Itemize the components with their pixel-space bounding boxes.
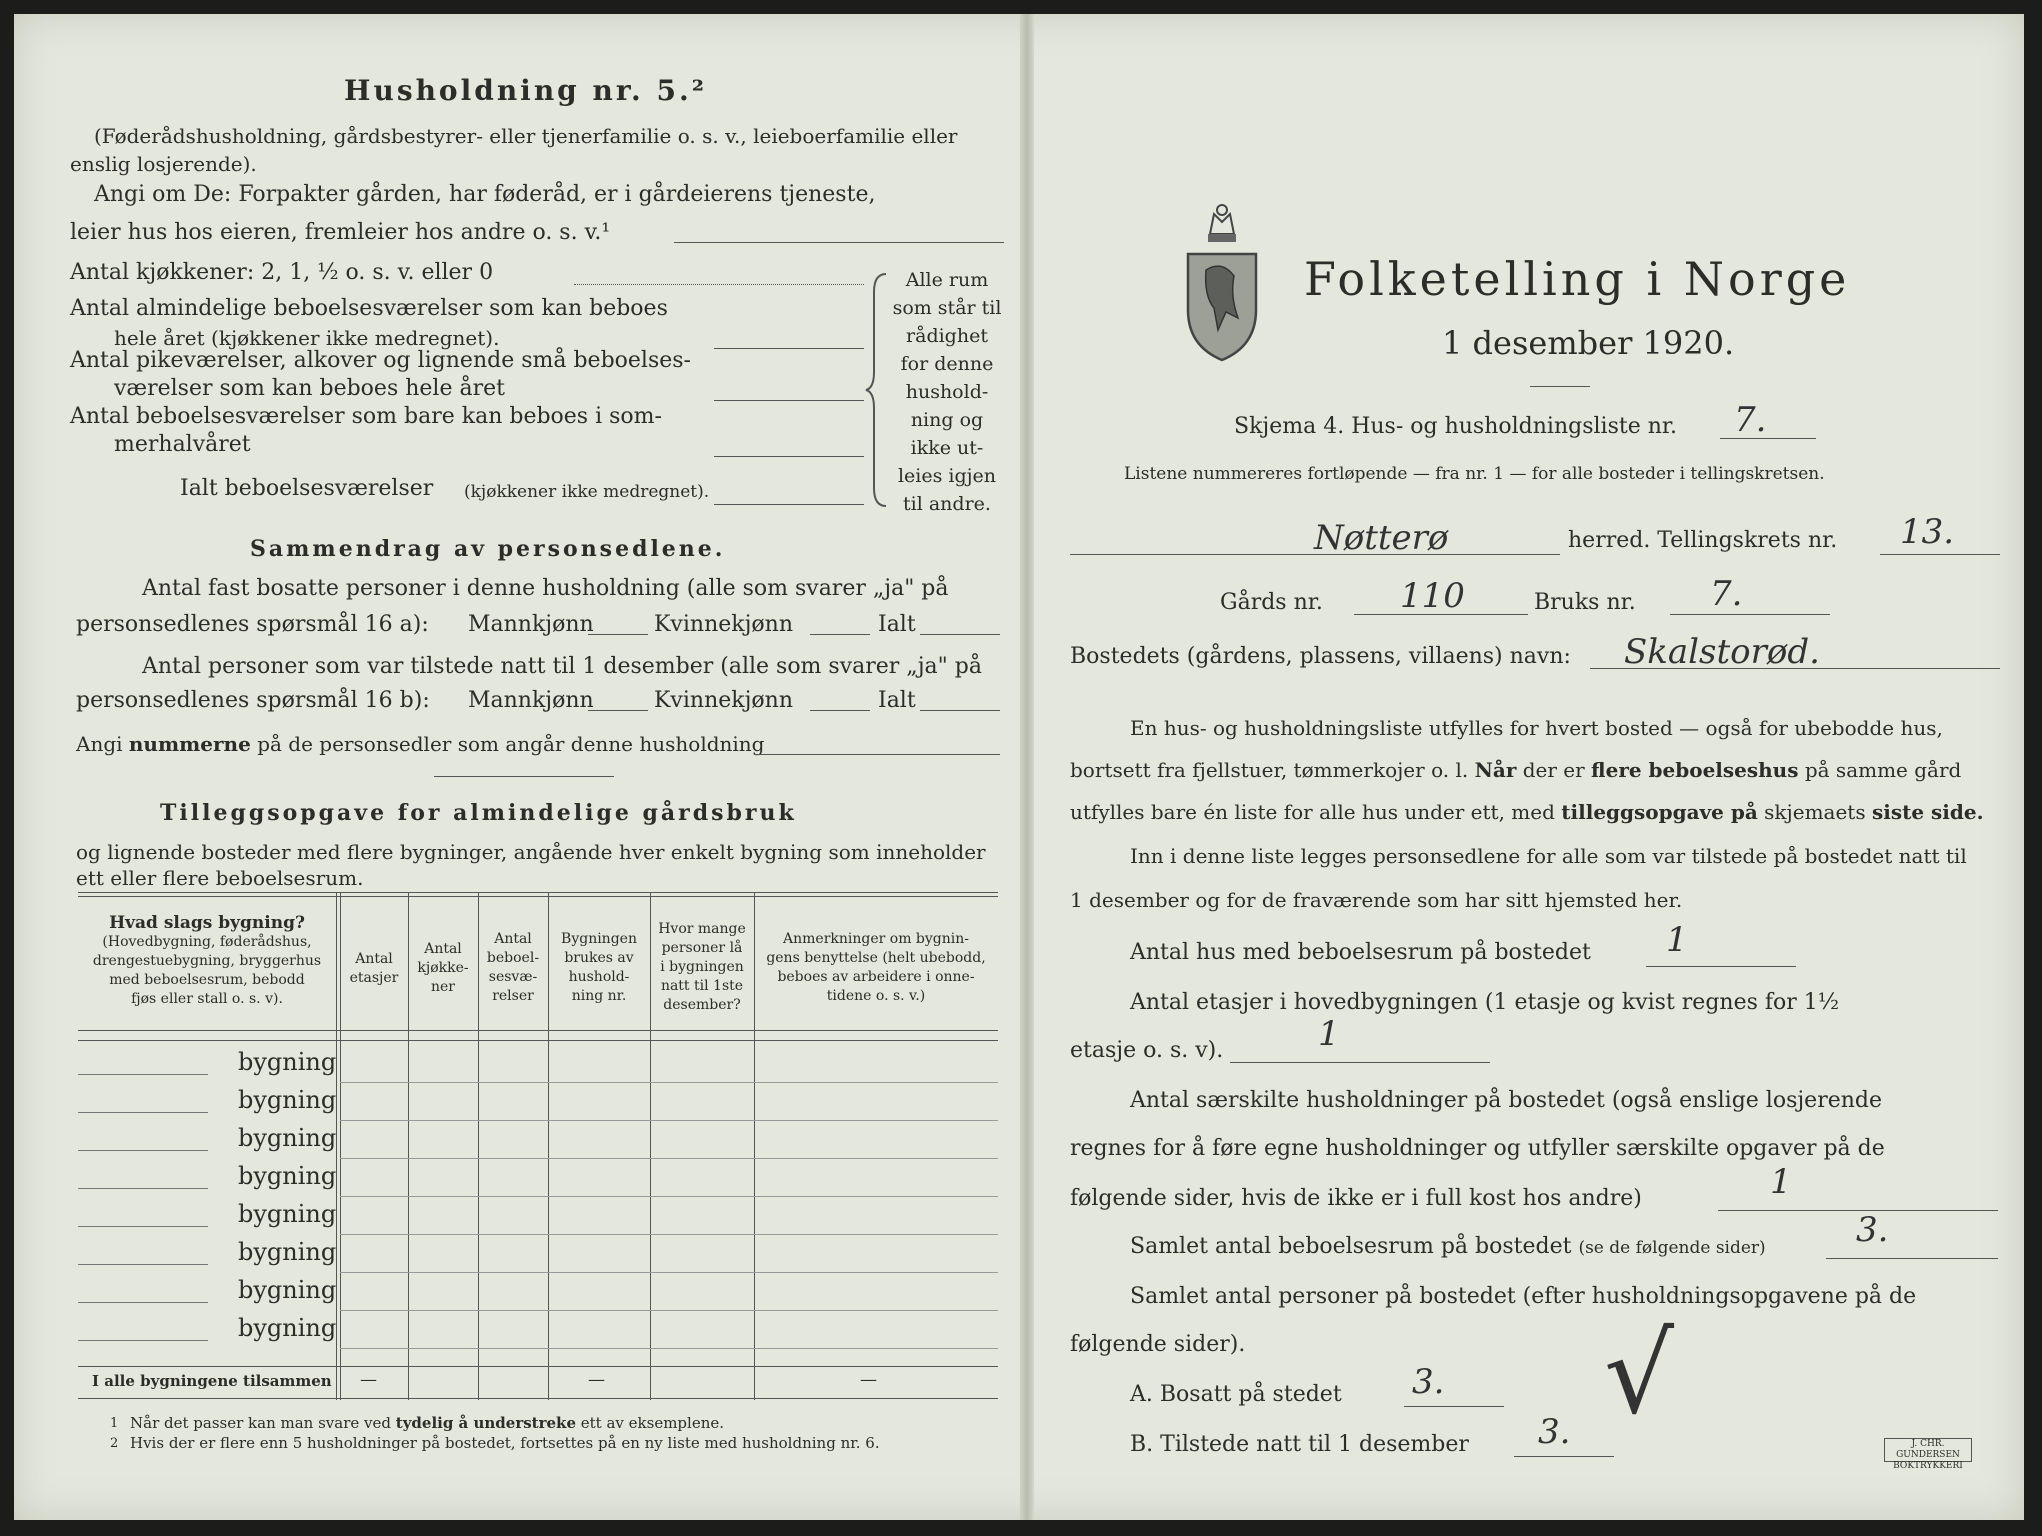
col-header-line: kjøkke- <box>417 960 469 976</box>
numbers-bold: nummerne <box>128 732 251 756</box>
brace-note <box>892 266 1002 518</box>
brace-note-line: leies igjen <box>897 465 997 487</box>
brace-note-line: til andre. <box>903 493 991 515</box>
building-row-line <box>78 1264 208 1265</box>
col-persons-header <box>650 920 754 1015</box>
rooms-line <box>1826 1258 1998 1259</box>
houses-value: 1 <box>1666 920 1688 960</box>
brace-icon <box>864 272 894 508</box>
numbering-note: Listene nummereres fortløpende — fra nr. 1 — for alle bosteder i tellingskretsen. <box>1124 464 1825 484</box>
farm-label: Gårds nr. <box>1220 590 1323 615</box>
place-label: Bostedets (gårdens, plassens, villaens) navn: <box>1070 644 1571 669</box>
brace-note-line: som står til <box>892 297 1002 319</box>
ask-line-1: Angi om De: Forpakter gården, har føderåd, er i gårdeierens tjeneste, <box>94 182 876 207</box>
table-total-rule <box>78 1366 998 1367</box>
table-top-rule-2 <box>78 896 998 897</box>
resident-label: A. Bosatt på stedet <box>1130 1382 1342 1407</box>
footnote-2-number: 2 <box>110 1436 119 1451</box>
municipality-label: herred. Tellingskrets nr. <box>1568 528 1838 553</box>
total-row-label: I alle bygningene tilsammen <box>92 1372 332 1390</box>
schema-line <box>1720 438 1816 439</box>
building-row-line <box>78 1226 208 1227</box>
brace-note-line: rådighet <box>906 325 988 347</box>
col-header-line: etasjer <box>349 970 399 986</box>
building-row-line <box>78 1112 208 1113</box>
instruction-bold: Når <box>1474 758 1517 782</box>
coat-of-arms-icon <box>1182 200 1262 364</box>
table-top-rule <box>78 892 998 893</box>
q2-female-line <box>810 710 870 711</box>
ordinary-rooms-line <box>714 348 864 349</box>
col-building-line: drengestuebygning, bryggerhus <box>92 953 322 969</box>
building-row-label: bygning <box>238 1048 337 1076</box>
building-row-line <box>78 1188 208 1189</box>
table-bottom-rule <box>78 1398 998 1399</box>
building-row-rule <box>340 1120 998 1121</box>
col-header-line: Hvor mange <box>658 921 746 937</box>
building-row-label: bygning <box>238 1086 337 1114</box>
total-rooms-line <box>714 504 864 505</box>
col-floors-header <box>340 950 408 988</box>
building-row-label: bygning <box>238 1162 337 1190</box>
q1-male-line <box>588 634 648 635</box>
building-row-line <box>78 1302 208 1303</box>
total-rooms-label: Ialt beboelsesværelser <box>180 476 434 501</box>
instruction-line-1: En hus- og husholdningsliste utfylles for hvert bosted — også for ubebodde hus, <box>1130 716 1943 740</box>
floors-question-line-1: Antal etasjer i hovedbygningen (1 etasje og kvist regnes for 1½ <box>1130 990 1840 1015</box>
houses-question: Antal hus med beboelsesrum på bostedet <box>1130 940 1591 965</box>
col-header-line: gens benyttelse (helt ubebodd, <box>766 950 986 966</box>
q1-female-line <box>810 634 870 635</box>
summary-q1-line-1: Antal fast bosatte personer i denne husholdning (alle som svarer „ja" på <box>142 576 949 601</box>
summary-q2-total: Ialt <box>878 688 916 713</box>
col-header-line: Anmerkninger om bygnin- <box>783 931 969 947</box>
instruction-line-2-pre: bortsett fra fjellstuer, tømmerkojer o. l. <box>1070 758 1469 782</box>
instruction-bold: tilleggsopgave på <box>1561 800 1758 824</box>
footnote-1-pre: Når det passer kan man svare ved <box>130 1414 391 1432</box>
households-question-line-3: følgende sider, hvis de ikke er i full kost hos andre) <box>1070 1186 1642 1211</box>
col-header-line: sesvæ- <box>488 969 538 985</box>
district-line <box>1880 554 2000 555</box>
col-header-line: Bygningen <box>561 931 637 947</box>
ask-line-2: leier hus hos eieren, fremleier hos andre o. s. v.¹ <box>70 220 611 245</box>
floors-line <box>1230 1062 1490 1063</box>
col-header-line: beboel- <box>486 950 540 966</box>
numbers-post: på de personsedler som angår denne husholdning <box>257 732 765 756</box>
col-header-line: brukes av <box>564 950 634 966</box>
houses-line <box>1646 966 1796 967</box>
col-building-title: Hvad slags bygning? <box>109 913 305 933</box>
col-rooms-header <box>478 930 548 1006</box>
instruction-line-2 <box>1070 758 1961 782</box>
building-row-label: bygning <box>238 1200 337 1228</box>
building-row-label: bygning <box>238 1314 337 1342</box>
footnote-1-bold: tydelig å understreke <box>395 1414 576 1432</box>
present-label: B. Tilstede natt til 1 desember <box>1130 1432 1469 1457</box>
instruction-mid: skjemaets <box>1764 800 1866 824</box>
building-row-rule <box>340 1234 998 1235</box>
use-label: Bruks nr. <box>1534 590 1636 615</box>
floors-question-line-2: etasje o. s. v). <box>1070 1038 1224 1063</box>
footnote-1-number: 1 <box>110 1416 119 1431</box>
col-remarks-header <box>754 930 998 1006</box>
brace-note-line: for denne <box>900 353 994 375</box>
col-header-line: i bygningen <box>660 959 744 975</box>
kitchens-dots <box>574 284 864 285</box>
col-building-header <box>78 914 336 1009</box>
stamp-line: J. CHR. GUNDERSEN <box>1896 1439 1960 1460</box>
building-row-line <box>78 1074 208 1075</box>
schema-value: 7. <box>1734 400 1767 440</box>
total-dash: — <box>588 1370 605 1390</box>
total-dash: — <box>860 1370 877 1390</box>
printer-stamp <box>1884 1438 1972 1471</box>
numbers-line <box>76 732 764 756</box>
household-note-line-2: enslig losjerende). <box>70 152 257 176</box>
rooms-value: 3. <box>1856 1210 1889 1250</box>
building-row-rule <box>340 1158 998 1159</box>
page-fold <box>1020 14 1034 1520</box>
col-header-line: Antal <box>355 951 393 967</box>
supplement-line-2: ett eller flere beboelsesrum. <box>76 866 364 890</box>
resident-line <box>1404 1406 1504 1407</box>
households-value: 1 <box>1770 1162 1792 1202</box>
title-rule <box>1530 386 1590 387</box>
col-header-line: beboes av arbeidere i onne- <box>777 969 975 985</box>
district-value: 13. <box>1900 512 1955 552</box>
col-header-line: relser <box>492 988 534 1004</box>
table-header-rule <box>78 1030 998 1031</box>
supplement-title: Tilleggsopgave for almindelige gårdsbruk <box>160 800 797 826</box>
summary-title: Sammendrag av personsedlene. <box>250 536 726 562</box>
building-table <box>78 892 998 1400</box>
form-title: Folketelling i Norge <box>1304 252 1851 306</box>
rooms-question <box>1130 1234 1766 1259</box>
rooms-question-note: (se de følgende sider) <box>1578 1238 1766 1258</box>
col-building-line: med beboelsesrum, bebodd <box>109 972 305 988</box>
col-household-header <box>548 930 650 1006</box>
floors-value: 1 <box>1318 1014 1340 1054</box>
ask-answer-line <box>674 242 1004 243</box>
building-row-rule <box>340 1310 998 1311</box>
summary-q2-male: Mannkjønn <box>468 688 594 713</box>
footnote-2: Hvis der er flere enn 5 husholdninger på bostedet, fortsettes på en ny liste med husholdning nr. 6. <box>130 1434 880 1452</box>
left-page <box>14 14 1020 1520</box>
supplement-line-1: og lignende bosteder med flere bygninger, angående hver enkelt bygning som inneholder <box>76 840 986 864</box>
persons-question-line-1: Samlet antal personer på bostedet (efter husholdningsopgavene på de <box>1130 1284 1917 1309</box>
summary-q2-line-1: Antal personer som var tilstede natt til 1 desember (alle som svarer „ja" på <box>142 654 982 679</box>
instruction-bold: flere beboelseshus <box>1591 758 1799 782</box>
resident-value: 3. <box>1412 1362 1445 1402</box>
summer-rooms-line <box>714 456 864 457</box>
footnote-1-post: ett av eksemplene. <box>580 1414 725 1432</box>
households-question-line-2: regnes for å føre egne husholdninger og utfyller særskilte opgaver på de <box>1070 1136 1885 1161</box>
building-row-rule <box>340 1196 998 1197</box>
building-row-label: bygning <box>238 1238 337 1266</box>
col-header-line: Antal <box>494 931 532 947</box>
use-value: 7. <box>1710 574 1743 614</box>
check-mark-icon: √ <box>1604 1310 1675 1438</box>
summary-q2-line-2: personsedlenes spørsmål 16 b): <box>76 688 430 713</box>
schema-label: Skjema 4. Hus- og husholdningsliste nr. <box>1234 414 1677 439</box>
col-header-line: natt til 1ste <box>660 978 744 994</box>
instruction-bold: siste side. <box>1871 800 1984 824</box>
summer-rooms-line-1: Antal beboelsesværelser som bare kan beboes i som- <box>70 404 662 429</box>
building-row-line <box>78 1150 208 1151</box>
summary-q1-female: Kvinnekjønn <box>654 612 793 637</box>
households-question-line-1: Antal særskilte husholdninger på bostedet (også enslige losjerende <box>1130 1088 1883 1113</box>
q2-male-line <box>588 710 648 711</box>
summer-rooms-line-2: merhalvåret <box>114 432 251 457</box>
building-row-label: bygning <box>238 1124 337 1152</box>
building-row-line <box>78 1340 208 1341</box>
col-building-line: (Hovedbygning, føderådshus, <box>102 934 312 950</box>
place-value: Skalstorød. <box>1624 632 1820 672</box>
instruction-line-5: 1 desember og for de fraværende som har sitt hjemsted her. <box>1070 888 1683 912</box>
col-header-line: hushold- <box>568 969 630 985</box>
col-header-line: personer lå <box>661 940 743 956</box>
col-header-line: Antal <box>424 941 462 957</box>
table-header-rule-2 <box>78 1040 998 1041</box>
col-header-line: ning nr. <box>571 988 627 1004</box>
farm-value: 110 <box>1400 576 1465 616</box>
instruction-line-3 <box>1070 800 1984 824</box>
building-row-label: bygning <box>238 1276 337 1304</box>
summary-q1-total: Ialt <box>878 612 916 637</box>
brace-note-line: ikke ut- <box>910 437 984 459</box>
stamp-line: BOKTRYKKERI <box>1893 1461 1963 1471</box>
col-kitchens-header <box>408 940 478 997</box>
separator-rule <box>434 776 614 777</box>
maid-rooms-line-2: værelser som kan beboes hele året <box>114 376 505 401</box>
building-row-rule <box>340 1348 998 1349</box>
building-row-rule <box>340 1272 998 1273</box>
municipality-value: Nøtterø <box>1314 518 1449 558</box>
form-date: 1 desember 1920. <box>1442 324 1735 362</box>
col-header-line: ner <box>431 979 455 995</box>
summary-q1-line-2: personsedlenes spørsmål 16 a): <box>76 612 429 637</box>
ordinary-rooms-line-2: hele året (kjøkkener ikke medregnet). <box>114 326 500 350</box>
brace-note-line: ning og <box>910 409 984 431</box>
brace-note-line: Alle rum <box>905 269 989 291</box>
summary-q1-male: Mannkjønn <box>468 612 594 637</box>
rooms-question-text: Samlet antal beboelsesrum på bostedet <box>1130 1234 1572 1259</box>
building-row-rule <box>340 1082 998 1083</box>
kitchens-label: Antal kjøkkener: 2, 1, ½ o. s. v. eller 0 <box>70 260 494 285</box>
col-header-line: tidene o. s. v.) <box>826 988 926 1004</box>
instruction-line-3-pre: utfylles bare én liste for alle hus under ett, med <box>1070 800 1555 824</box>
brace-note-line: hushold- <box>905 381 989 403</box>
persons-question-line-2: følgende sider). <box>1070 1332 1246 1357</box>
household-title: Husholdning nr. 5.² <box>344 74 708 107</box>
col-building-line: fjøs eller stall o. s. v). <box>131 991 283 1007</box>
instruction-mid: der er <box>1522 758 1585 782</box>
numbers-answer-line <box>754 754 1000 755</box>
col-header-line: desember? <box>663 997 741 1013</box>
present-value: 3. <box>1538 1412 1571 1452</box>
household-note-line-1: (Føderådshusholdning, gårdsbestyrer- eller tjenerfamilie o. s. v., leieboerfamilie eller <box>94 124 958 148</box>
use-line <box>1670 614 1830 615</box>
total-rooms-note: (kjøkkener ikke medregnet). <box>464 482 710 502</box>
q2-total-line <box>920 710 1000 711</box>
q1-total-line <box>920 634 1000 635</box>
footnote-1 <box>130 1414 724 1432</box>
right-page <box>1034 14 2024 1520</box>
instruction-post: på samme gård <box>1804 758 1962 782</box>
ordinary-rooms-line-1: Antal almindelige beboelsesværelser som kan beboes <box>70 296 668 321</box>
maid-rooms-line-1: Antal pikeværelser, alkover og lignende små beboelses- <box>70 348 691 373</box>
maid-rooms-line <box>714 400 864 401</box>
summary-q2-female: Kvinnekjønn <box>654 688 793 713</box>
present-line <box>1514 1456 1614 1457</box>
numbers-pre: Angi <box>76 732 123 756</box>
instruction-line-4: Inn i denne liste legges personsedlene for alle som var tilstede på bostedet natt til <box>1130 844 1967 868</box>
total-dash: — <box>360 1370 377 1390</box>
